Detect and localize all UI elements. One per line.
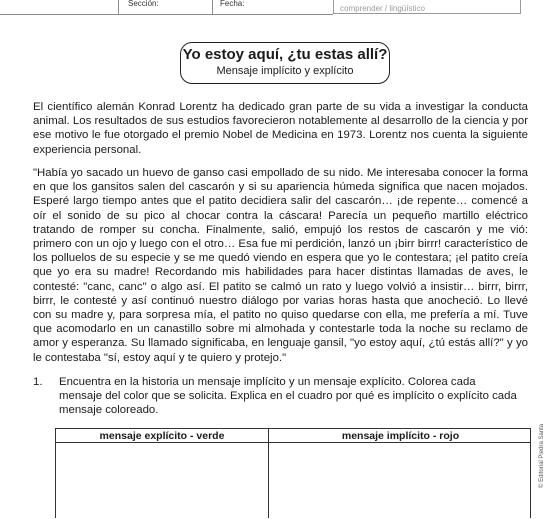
exercise-instructions: Encuentra en la historia un mensaje implícito y un mensaje explícito. Colorea cada mensaje del color que se solicita. Explica en el cuadro por qué es implícito o explícito cada mensaje coloreado. <box>59 376 517 417</box>
exercise-number: 1. <box>33 376 43 388</box>
implicit-column-header: mensaje implícito - rojo <box>341 430 460 442</box>
section-label: Sección: <box>128 0 159 8</box>
story-paragraph: "Había yo sacado un huevo de ganso casi empollado de su nido. Me interesaba conocer la forma en que los gansitos salen del cascarón y si su apariencia húmeda significa que nacen mojados. Esperé largo tiempo antes que el patito decidiera salir del cascarón… ¡de repente… comencé a oír el sonido de su pico al chocar contra la cáscara! Parecía un pequeño martillo eléctrico tratando de romper su concha. Finalmente, salió, empujó los restos de cascarón y me vió: primero con un ojo y luego con el otro… Esa fue mi perdición, lanzó un ¡birr birrr! característico de los polluelos de su especie y se me quedó viendo en espera que yo le contestara; ¡el patito creía que yo era su madre! Recordando mis habilidades para hacer distintas llamadas de aves, le contesté: "canc, canc" o algo así. El patito se calmó un rato y luego volvió a insistir… birrr, birrr, birrr, le contesté y así continuó nuestro diálogo por varias horas hasta que anocheció. Lo llevé con su madre y, para sorpresa mía, el patito no quiso quedarse con ella, me prefería a mí. Tuve que acomodarlo en un canastillo sobre mi almohada y contestarle toda la noche su reclamo de amor y esperanza. Su llamado significaba, en lenguaje gansil, "yo estoy aquí, ¿tú estás allí?" y yo le contestaba "sí, estoy aquí y te quiero y protejo." <box>33 167 528 364</box>
header-divider-2 <box>212 0 213 14</box>
title-box <box>180 42 390 84</box>
date-label: Fecha: <box>220 0 245 8</box>
page-subtitle: Mensaje implícito y explícito <box>216 65 354 77</box>
header-divider-1 <box>118 0 119 14</box>
explicit-column-header: mensaje explícito - verde <box>99 430 225 442</box>
implicit-answer-cell[interactable] <box>269 443 532 519</box>
skill-hint: comprender / lingüístico <box>340 4 425 13</box>
publisher-credit: © Editorial Piedra Santa <box>539 423 545 488</box>
page-title: Yo estoy aquí, ¿tu estas allí? <box>182 46 388 63</box>
explicit-answer-cell[interactable] <box>56 443 268 519</box>
answer-table <box>55 428 531 518</box>
intro-paragraph: El científico alemán Konrad Lorentz ha dedicado gran parte de su vida a investigar la conducta animal. Los resultados de sus estudios favorecieron notablemente al desarrollo de la ciencia y por ese motivo le fue otorgado el premio Nobel de Medicina en 1973. Lorentz nos cuenta la siguiente experiencia personal. <box>33 101 528 156</box>
header-bottom-rule <box>0 14 333 15</box>
answer-table-header <box>56 429 530 443</box>
